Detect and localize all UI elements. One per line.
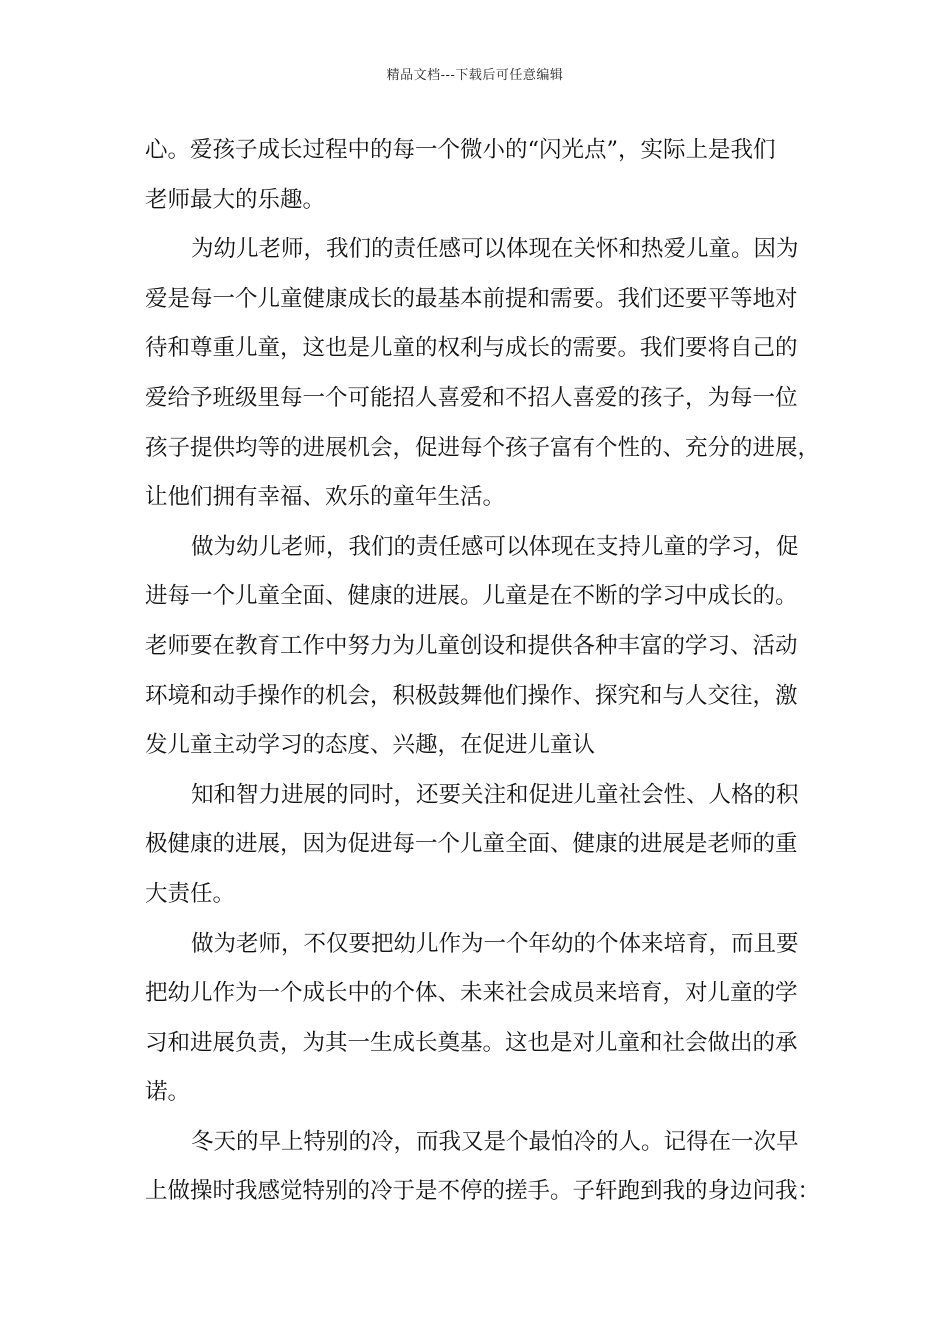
text-line: 大责任。 bbox=[145, 880, 236, 907]
text-line: 爱给予班级里每一个可能招人喜爱和不招人喜爱的孩子，为每一位 bbox=[145, 384, 798, 411]
body-text bbox=[145, 126, 825, 1217]
text-line: 把幼儿作为一个成长中的个体、未来社会成员来培育，对儿童的学 bbox=[145, 980, 798, 1007]
text-line: 环境和动手操作的机会，积极鼓舞他们操作、探究和与人交往，激 bbox=[145, 682, 798, 709]
text-line: 为幼儿老师，我们的责任感可以体现在关怀和热爱儿童。因为 bbox=[191, 236, 799, 263]
text-line: 心。爱孩子成长过程中的每一个微小的“闪光点”，实际上是我们 bbox=[145, 137, 776, 163]
text-line: 做为幼儿老师，我们的责任感可以体现在支持儿童的学习，促 bbox=[191, 533, 799, 560]
text-line: 诺。 bbox=[145, 1079, 191, 1106]
text-line: 老师最大的乐趣。 bbox=[145, 186, 326, 213]
text-line: 待和尊重儿童，这也是儿童的权利与成长的需要。我们要将自己的 bbox=[145, 335, 798, 362]
text-line: 让他们拥有幸福、欢乐的童年生活。 bbox=[145, 484, 506, 511]
text-line: 老师要在教育工作中努力为儿童创设和提供各种丰富的学习、活动 bbox=[145, 632, 798, 659]
text-line: 孩子提供均等的进展机会，促进每个孩子富有个性的、充分的进展， bbox=[145, 434, 821, 461]
text-line: 知和智力进展的同时，还要关注和促进儿童社会性、人格的积 bbox=[191, 781, 799, 808]
text-line: 进每一个儿童全面、健康的进展。儿童是在不断的学习中成长的。 bbox=[145, 583, 798, 610]
text-line: 极健康的进展，因为促进每一个儿童全面、健康的进展是老师的重 bbox=[145, 831, 798, 858]
page-header: 精品文档---下载后可任意编辑 bbox=[386, 68, 564, 83]
text-line: 上做操时我感觉特别的冷于是不停的搓手。子轩跑到我的身边问我： bbox=[145, 1178, 821, 1205]
text-line: 爱是每一个儿童健康成长的最基本前提和需要。我们还要平等地对 bbox=[145, 285, 798, 312]
text-line: 发儿童主动学习的态度、兴趣，在促进儿童认 bbox=[145, 732, 596, 759]
text-line: 冬天的早上特别的冷，而我又是个最怕冷的人。记得在一次早 bbox=[191, 1128, 799, 1155]
text-line: 习和进展负责，为其一生成长奠基。这也是对儿童和社会做出的承 bbox=[145, 1029, 798, 1056]
text-line: 做为老师，不仅要把幼儿作为一个年幼的个体来培育，而且要 bbox=[191, 930, 799, 957]
